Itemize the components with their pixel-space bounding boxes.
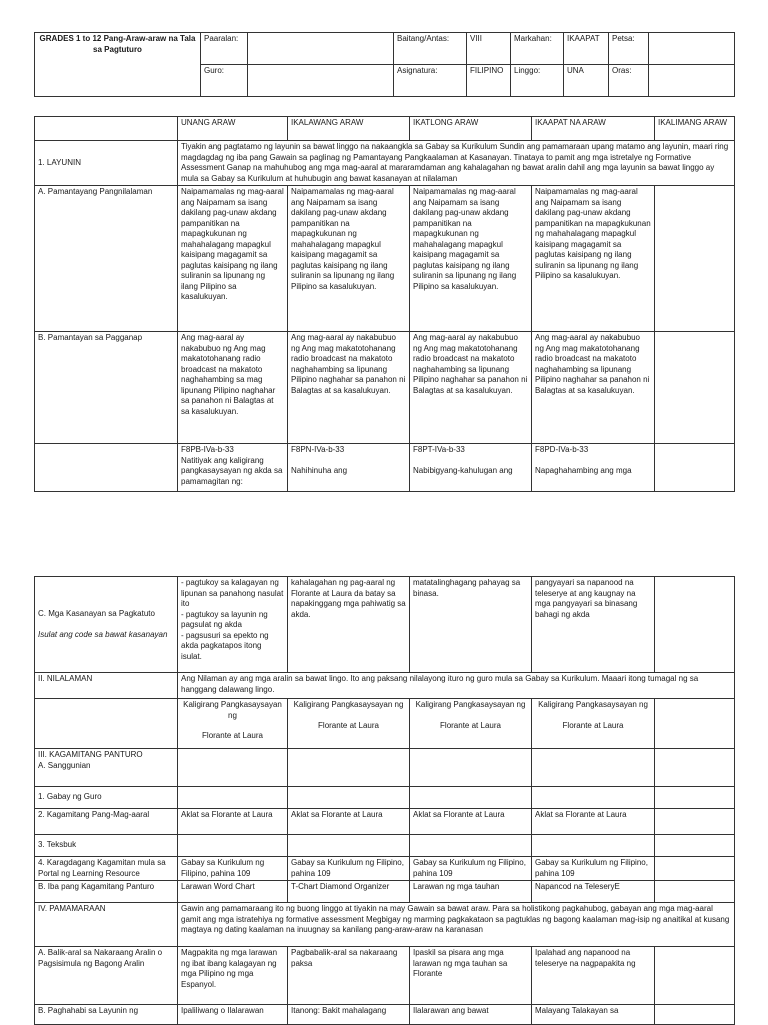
baitang-label: Baitang/Antas: xyxy=(394,33,467,65)
markahan-label: Markahan: xyxy=(511,33,564,65)
pangnilalaman-d2: Naipamamalas ng mag-aaral ang Naipamam sa isang dakilang pag-unaw akdang pampanitikan na mapagkukunan ng mahahalagang mapagkul kaisipang magagamit sa paglutas kaisipang ng ilang suliranin sa lipunang ng ilang Pilipino sa kasalukuyan. xyxy=(288,186,410,332)
day-header-5: IKALIMANG ARAW xyxy=(655,117,735,141)
code-d1: F8PB-IVa-b-33 Natitiyak ang kaligirang pangkasaysayan ng akda sa pamamagitan ng: xyxy=(178,444,288,492)
pagganap-d2: Ang mag-aaral ay nakabubuo ng Ang mag makatotohanang radio broadcast na makatoto naghahambing sa lipunang Pilipino naghahar sa panahon ni Balagtas at sa kasalukuyan. xyxy=(288,332,410,444)
kasanayan-note: Isulat ang code sa bawat kasanayan xyxy=(38,629,168,639)
paaralan-value[interactable] xyxy=(248,33,394,65)
gabay-d2 xyxy=(288,787,410,809)
nilalaman-text: Ang Nilaman ay ang mga aralin sa bawat lingo. Ito ang paksang nilalayong ituro ng guro mula sa Gabay sa Kurikulum. Maaari itong tumagal ng sa hanggang dalawang lingo. xyxy=(178,673,735,699)
balik-d2: Pagbabalik-aral sa nakaraang paksa xyxy=(288,947,410,1005)
pangnilalaman-d1: Naipamamalas ng mag-aaral ang Naipamam sa isang dakilang pag-unaw akdang pampanitikan na mapagkukunan ng mahahalagang mapagkul kaisipang magagamit sa paglutas kaisipang ng ilang suliranin sa lipunang ng ilang Pilipino sa kasalukuyan. xyxy=(178,186,288,332)
mag-aaral-d4: Aklat sa Florante at Laura xyxy=(532,809,655,835)
teksbuk-label: 3. Teksbuk xyxy=(35,835,178,857)
sanggunian-d5 xyxy=(655,749,735,787)
balik-d1: Magpakita ng mga larawan ng ibat ibang kalagayan ng mga Pilipino ng mga Espanyol. xyxy=(178,947,288,1005)
pangnilalaman-label: A. Pamantayang Pangnilalaman xyxy=(35,186,178,332)
guro-label: Guro: xyxy=(201,65,248,97)
code-d3: F8PT-IVa-b-33 Nabibigyang-kahulugan ang xyxy=(410,444,532,492)
karagdagang-d5 xyxy=(655,857,735,881)
day-header-3: IKATLONG ARAW xyxy=(410,117,532,141)
iba-d1: Larawan Word Chart xyxy=(178,881,288,903)
mag-aaral-d1: Aklat sa Florante at Laura xyxy=(178,809,288,835)
teksbuk-d2 xyxy=(288,835,410,857)
pangnilalaman-d5 xyxy=(655,186,735,332)
iba-d3: Larawan ng mga tauhan xyxy=(410,881,532,903)
day-header-4: IKAAPAT NA ARAW xyxy=(532,117,655,141)
code-d2: F8PN-IVa-b-33 Nahihinuha ang xyxy=(288,444,410,492)
linggo-label: Linggo: xyxy=(511,65,564,97)
petsa-label: Petsa: xyxy=(609,33,649,65)
petsa-value[interactable] xyxy=(649,33,735,65)
gabay-guro-label: 1. Gabay ng Guro xyxy=(35,787,178,809)
oras-label: Oras: xyxy=(609,65,649,97)
sanggunian-d1 xyxy=(178,749,288,787)
gabay-d5 xyxy=(655,787,735,809)
codes-label xyxy=(35,444,178,492)
sanggunian-d2 xyxy=(288,749,410,787)
guro-value[interactable] xyxy=(248,65,394,97)
code-d5 xyxy=(655,444,735,492)
gabay-d3 xyxy=(410,787,532,809)
kasanayan-label: C. Mga Kasanayan sa Pagkatuto xyxy=(38,609,155,618)
kagamitan-label: III. KAGAMITANG PANTURO xyxy=(38,750,143,759)
teksbuk-d1 xyxy=(178,835,288,857)
karagdagang-d1: Gabay sa Kurikulum ng Filipino, pahina 109 xyxy=(178,857,288,881)
pangnilalaman-d3: Naipamamalas ng mag-aaral ang Naipamam sa isang dakilang pag-unaw akdang pampanitikan na mapagkukunan ng mahahalagang mapagkul kaisipang magagamit sa paglutas kaisipang ng ilang suliranin sa lipunang ng ilang Pilipino sa kasalukuyan. xyxy=(410,186,532,332)
topic-d3: Kaligirang Pangkasaysayan ng Florante at Laura xyxy=(410,699,532,749)
balik-d4: Ipalahad ang napanood na teleserye na nagpapakita ng xyxy=(532,947,655,1005)
markahan-value: IKAAPAT xyxy=(564,33,609,65)
paghahabi-d5 xyxy=(655,1005,735,1025)
teksbuk-d5 xyxy=(655,835,735,857)
mag-aaral-d5 xyxy=(655,809,735,835)
balik-aral-label: A. Balik-aral sa Nakaraang Aralin o Pagsisimula ng Bagong Aralin xyxy=(35,947,178,1005)
paghahabi-d3: Ilalarawan ang bawat xyxy=(410,1005,532,1025)
topic-d1: Kaligirang Pangkasaysayan ng Florante at Laura xyxy=(178,699,288,749)
gabay-d1 xyxy=(178,787,288,809)
paghahabi-d1: Ipaliliwang o Ilalarawan xyxy=(178,1005,288,1025)
iba-pang-label: B. Iba pang Kagamitang Panturo xyxy=(35,881,178,903)
sanggunian-label: A. Sanggunian xyxy=(38,760,91,770)
karagdagang-d2: Gabay sa Kurikulum ng Filipino, pahina 109 xyxy=(288,857,410,881)
teksbuk-d3 xyxy=(410,835,532,857)
kasanayan-d5 xyxy=(655,577,735,673)
iba-d4: Napancod na TeleseryE xyxy=(532,881,655,903)
oras-value[interactable] xyxy=(649,65,735,97)
kasanayan-d2: kahalagahan ng pag-aaral ng Florante at Laura da batay sa napakinggang mga pahiwatig sa akda. xyxy=(288,577,410,673)
topic-d2: Kaligirang Pangkasaysayan ng Florante at Laura xyxy=(288,699,410,749)
asignatura-label: Asignatura: xyxy=(394,65,467,97)
form-title: GRADES 1 to 12 Pang-Araw-araw na Tala sa Pagtuturo xyxy=(35,33,201,97)
kagamitan-label-cell xyxy=(35,749,178,787)
kasanayan-label-cell xyxy=(35,577,178,673)
linggo-value: UNA xyxy=(564,65,609,97)
nilalaman-topic-label xyxy=(35,699,178,749)
mag-aaral-label: 2. Kagamitang Pang-Mag-aaral xyxy=(35,809,178,835)
paghahabi-label: B. Paghahabi sa Layunin ng xyxy=(35,1005,178,1025)
sanggunian-d3 xyxy=(410,749,532,787)
pagganap-d5 xyxy=(655,332,735,444)
mag-aaral-d2: Aklat sa Florante at Laura xyxy=(288,809,410,835)
karagdagang-label: 4. Karagdagang Kagamitan mula sa Portal ng Learning Resource xyxy=(35,857,178,881)
layunin-text: Tiyakin ang pagtatamo ng layunin sa bawat linggo na nakaangkla sa Gabay sa Kurikulum Sundin ang pamamaraan upang matamo ang layunin, maari ring magdagdag ng iba pang Gawain sa paglinag ng Pamantayang Pangkaalaman at Kasanayan. Tinataya to pamit ang mga istretalye ng Formative Assessment Ganap na mahuhubog ang mga mag-aaral at mararamdaman ang kahalagahan ng bawat aralin dahil ang mga layunin sa bawat linggo ay mula sa Gabay sa Kurikulum at huhubugin ang bawat kasanayan at nilalaman xyxy=(178,141,735,186)
balik-d3: Ipaskil sa pisara ang mga larawan ng mga tauhan sa Florante xyxy=(410,947,532,1005)
lesson-table-page-2 xyxy=(34,576,735,1025)
pamamaraan-label: IV. PAMAMARAAN xyxy=(35,903,178,947)
balik-d5 xyxy=(655,947,735,1005)
baitang-value: VIII xyxy=(467,33,511,65)
gabay-d4 xyxy=(532,787,655,809)
day-header-2: IKALAWANG ARAW xyxy=(288,117,410,141)
pagganap-d4: Ang mag-aaral ay nakabubuo ng Ang mag makatotohanang radio broadcast na makatoto naghahambing sa lipunang Pilipino naghahar sa panahon ni Balagtas at sa kasalukuyan. xyxy=(532,332,655,444)
iba-d2: T-Chart Diamond Organizer xyxy=(288,881,410,903)
pagganap-d3: Ang mag-aaral ay nakabubuo ng Ang mag makatotohanang radio broadcast na makatoto naghahambing sa lipunang Pilipino naghahar sa panahon ni Balagtas at sa kasalukuyan. xyxy=(410,332,532,444)
sanggunian-d4 xyxy=(532,749,655,787)
paghahabi-d2: Itanong: Bakit mahalagang xyxy=(288,1005,410,1025)
pagganap-label: B. Pamantayan sa Pagganap xyxy=(35,332,178,444)
lesson-table-page-1 xyxy=(34,116,735,492)
teksbuk-d4 xyxy=(532,835,655,857)
topic-d4: Kaligirang Pangkasaysayan ng Florante at Laura xyxy=(532,699,655,749)
mag-aaral-d3: Aklat sa Florante at Laura xyxy=(410,809,532,835)
day-header-1: UNANG ARAW xyxy=(178,117,288,141)
paaralan-label: Paaralan: xyxy=(201,33,248,65)
kasanayan-d1: - pagtukoy sa kalagayan ng lipunan sa panahong nasulat ito - pagtukoy sa layunin ng pagsulat ng akda - pagsusuri sa epekto ng akda pagkatapos itong isulat. xyxy=(178,577,288,673)
asignatura-value: FILIPINO xyxy=(467,65,511,97)
pamamaraan-text: Gawin ang pamamaraang ito ng buong linggo at tiyakin na may Gawain sa bawat araw. Para sa holistikong pagkahubog, gabayan ang mga mag-aaral gamit ang mga istratehiya ng formative assessment Megbigay ng marming pagkakataon sa pagtuklas ng bagong kaalaman mag-isip ng anaitikal at kusang magtaya ng dating kaalaman na inuugnay sa kanilang pang-araw-araw na karanasan xyxy=(178,903,735,947)
corner-cell xyxy=(35,117,178,141)
topic-d5 xyxy=(655,699,735,749)
paghahabi-d4: Malayang Talakayan sa xyxy=(532,1005,655,1025)
pagganap-d1: Ang mag-aaral ay nakabubuo ng Ang mag makatotohanang radio broadcast na makatoto naghahambing sa mag lipunang Pilipino naghahar sa panahon ni Balagtas at sa kasalukuyan. xyxy=(178,332,288,444)
nilalaman-label: II. NILALAMAN xyxy=(35,673,178,699)
header-table xyxy=(34,32,735,97)
kasanayan-d4: pangyayari sa napanood na teleserye at ang kaugnay na mga pangyayari sa binasang bahagi ng akda xyxy=(532,577,655,673)
kasanayan-d3: matatalinghagang pahayag sa binasa. xyxy=(410,577,532,673)
iba-d5 xyxy=(655,881,735,903)
karagdagang-d3: Gabay sa Kurikulum ng Filipino, pahina 109 xyxy=(410,857,532,881)
layunin-label: 1. LAYUNIN xyxy=(35,141,178,186)
pangnilalaman-d4: Naipamamalas ng mag-aaral ang Naipamam sa isang dakilang pag-unaw akdang pampanitikan na mapagkukunan ng mahahalagang mapagkul kaisipang magagamit sa paglutas kaisipang ng ilang suliranin sa lipunang ng ilang Pilipino sa kasalukuyan. xyxy=(532,186,655,332)
code-d4: F8PD-IVa-b-33 Napaghahambing ang mga xyxy=(532,444,655,492)
karagdagang-d4: Gabay sa Kurikulum ng Filipino, pahina 109 xyxy=(532,857,655,881)
